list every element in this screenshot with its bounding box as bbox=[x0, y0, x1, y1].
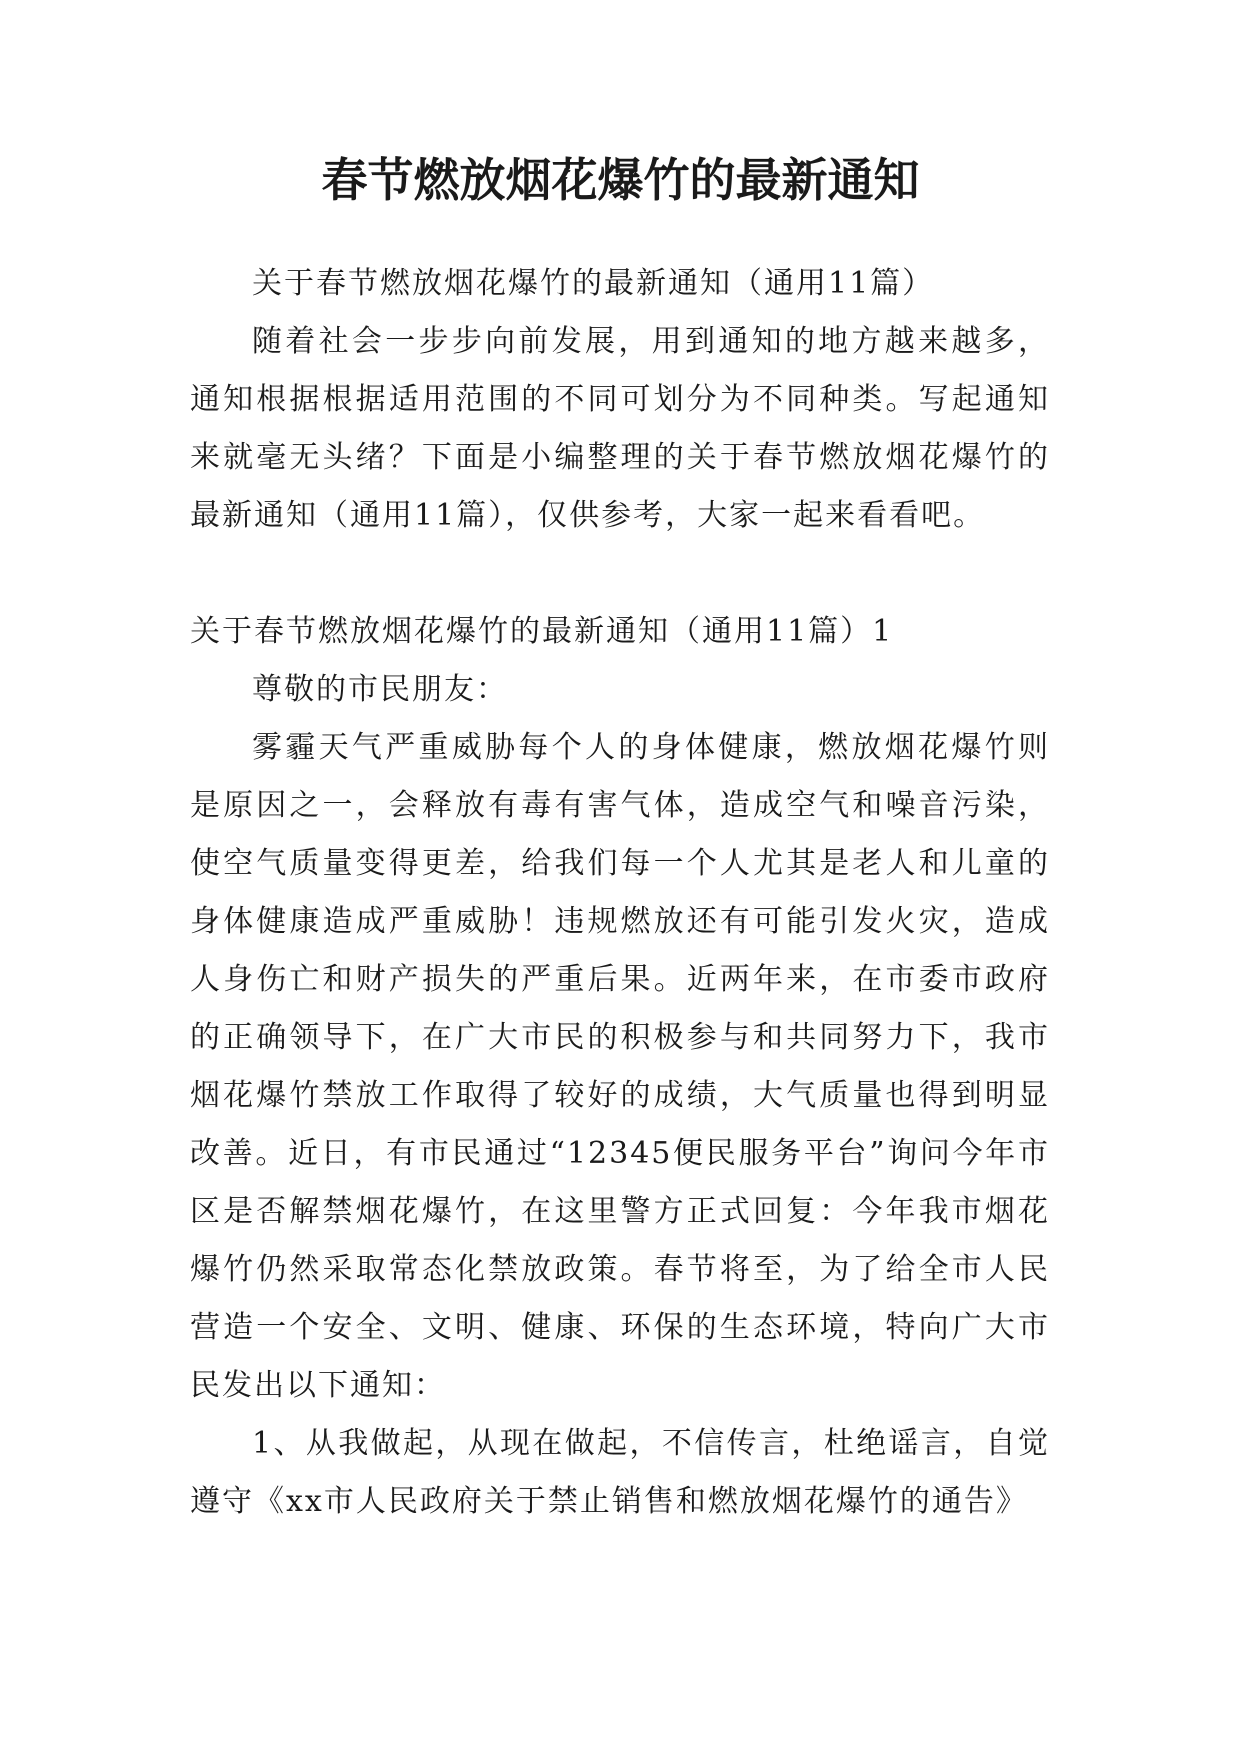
document-title: 春节燃放烟花爆竹的最新通知 bbox=[321, 153, 920, 207]
salutation: 尊敬的市民朋友： bbox=[252, 672, 508, 707]
section-heading: 关于春节燃放烟花爆竹的最新通知（通用11篇）1 bbox=[190, 614, 894, 649]
body-paragraph: 雾霾天气严重威胁每个人的身体健康，燃放烟花爆竹则是原因之一，会释放有毒有害气体，造成空气和噪音污染，使空气质量变得更差，给我们每一个人尤其是老人和儿童的身体健康造成严重威胁！违规燃放还有可能引发火灾，造成人身伤亡和财产损失的严重后果。近两年来，在市委市政府的正确领导下，在广大市民的积极参与和共同努力下，我市烟花爆竹禁放工作取得了较好的成绩，大气质量也得到明显改善。近日，有市民通过“12345便民服务平台”询问今年市区是否解禁烟花爆竹，在这里警方正式回复：今年我市烟花爆竹仍然采取常态化禁放政策。春节将至，为了给全市人民营造一个安全、文明、健康、环保的生态环境，特向广大市民发出以下通知： bbox=[190, 730, 1050, 1403]
intro-paragraph: 随着社会一步步向前发展，用到通知的地方越来越多，通知根据根据适用范围的不同可划分为不同种类。写起通知来就毫无头绪？下面是小编整理的关于春节燃放烟花爆竹的最新通知（通用11篇），仅供参考，大家一起来看看吧。 bbox=[190, 324, 1050, 533]
body-paragraph-item-1: 1、从我做起，从现在做起，不信传言，杜绝谣言，自觉遵守《xx市人民政府关于禁止销售和燃放烟花爆竹的通告》 bbox=[190, 1426, 1050, 1519]
document-body bbox=[190, 255, 1050, 1531]
document-subtitle: 关于春节燃放烟花爆竹的最新通知（通用11篇） bbox=[252, 266, 935, 301]
